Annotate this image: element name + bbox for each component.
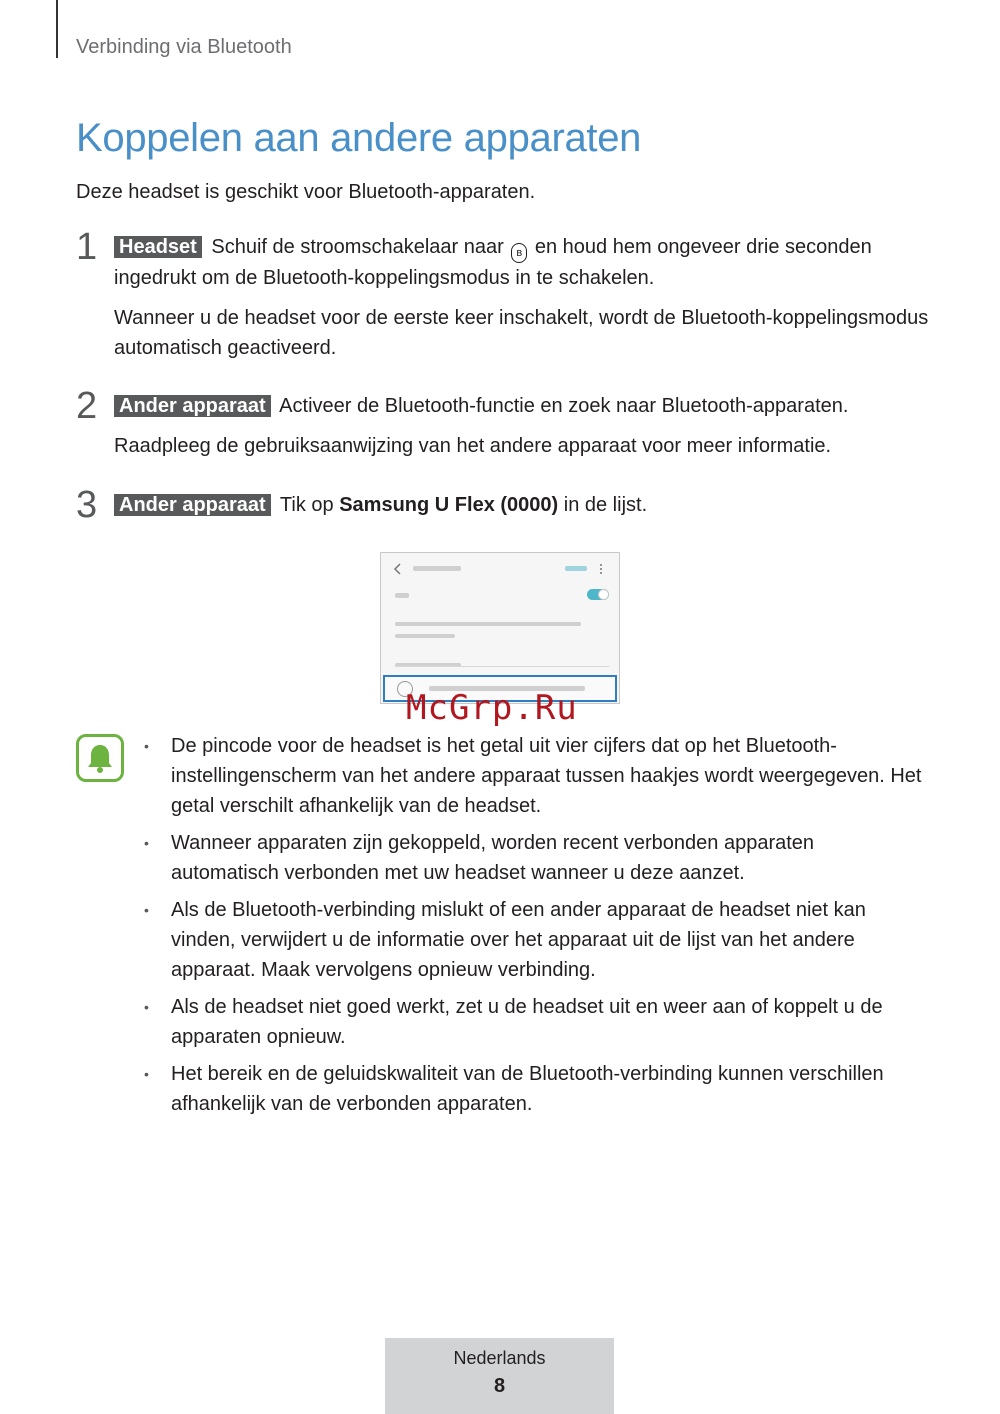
bell-icon bbox=[85, 742, 115, 774]
step-number: 2 bbox=[76, 385, 98, 427]
step-2 bbox=[76, 385, 936, 471]
step-tag: Headset bbox=[114, 236, 202, 258]
more-options-icon bbox=[599, 563, 603, 575]
step-number: 3 bbox=[76, 484, 98, 526]
blurred-on-label bbox=[395, 593, 409, 598]
bluetooth-toggle bbox=[587, 589, 609, 600]
blurred-description bbox=[395, 634, 455, 638]
step-3 bbox=[76, 484, 936, 530]
footer-language: Nederlands bbox=[453, 1348, 546, 1368]
page-footer bbox=[385, 1338, 614, 1414]
note-item bbox=[144, 895, 924, 985]
watermark: McGrp.Ru bbox=[406, 688, 578, 728]
note-text: Het bereik en de geluidskwaliteit van de Bluetooth-verbinding kunnen verschillen afhankelijk van de verbonden apparaten. bbox=[171, 1063, 884, 1115]
step-note: Raadpleeg de gebruiksaanwijzing van het andere apparaat voor meer informatie. bbox=[114, 435, 832, 457]
note-item bbox=[144, 992, 924, 1052]
step-text: Tik op bbox=[279, 494, 334, 516]
note-item bbox=[144, 1059, 924, 1119]
header-rule bbox=[56, 0, 58, 58]
step-text: in de lijst. bbox=[563, 494, 648, 516]
divider bbox=[395, 666, 609, 667]
note-bell-icon bbox=[76, 734, 124, 782]
page-title: Koppelen aan andere apparaten bbox=[76, 116, 642, 160]
bullet: • bbox=[144, 738, 149, 754]
step-instruction bbox=[114, 490, 936, 520]
blurred-scan-button bbox=[565, 566, 587, 571]
note-text: Wanneer apparaten zijn gekoppeld, worden recent verbonden apparaten automatisch verbonden met uw headset wanneer u deze aanzet. bbox=[171, 832, 815, 884]
page-number: 8 bbox=[493, 1375, 506, 1397]
step-text: Schuif de stroomschakelaar naar bbox=[211, 236, 504, 258]
blurred-description bbox=[395, 622, 581, 626]
notes-list bbox=[144, 731, 924, 1126]
device-name: Samsung U Flex (0000) bbox=[339, 494, 559, 516]
step-text: en houd hem ongeveer drie seconden ingedrukt om de Bluetooth-koppelingsmodus in te schakelen. bbox=[114, 236, 872, 289]
bullet: • bbox=[144, 1066, 149, 1082]
step-instruction bbox=[114, 232, 936, 293]
step-instruction bbox=[114, 391, 936, 421]
step-tag: Ander apparaat bbox=[114, 494, 271, 516]
section-header: Verbinding via Bluetooth bbox=[76, 36, 292, 58]
step-number: 1 bbox=[76, 226, 98, 268]
step-text: Activeer de Bluetooth-functie en zoek naar Bluetooth-apparaten. bbox=[279, 395, 849, 417]
bluetooth-screen-illustration bbox=[380, 552, 620, 704]
step-1 bbox=[76, 226, 936, 373]
step-note: Wanneer u de headset voor de eerste keer inschakelt, wordt de Bluetooth-koppelingsmodus automatisch geactiveerd. bbox=[114, 307, 929, 359]
note-text: De pincode voor de headset is het getal uit vier cijfers dat op het Bluetooth-instellingenscherm van het andere apparaat tussen haakjes wordt weergegeven. Het getal verschilt afhankelijk van de headset. bbox=[171, 735, 922, 817]
note-text: Als de Bluetooth-verbinding mislukt of een ander apparaat de headset niet kan vinden, verwijdert u de informatie over het apparaat uit de lijst van het andere apparaat. Maak vervolgens opnieuw verbinding. bbox=[171, 899, 866, 981]
bullet: • bbox=[144, 999, 149, 1015]
bullet: • bbox=[144, 902, 149, 918]
back-arrow-icon bbox=[393, 563, 403, 575]
note-item bbox=[144, 731, 924, 821]
bluetooth-icon: ʙ bbox=[511, 243, 527, 263]
blurred-title bbox=[413, 566, 461, 571]
note-item bbox=[144, 828, 924, 888]
bullet: • bbox=[144, 835, 149, 851]
screen-header bbox=[381, 561, 619, 577]
intro-text: Deze headset is geschikt voor Bluetooth-apparaten. bbox=[76, 181, 536, 203]
step-tag: Ander apparaat bbox=[114, 395, 271, 417]
note-text: Als de headset niet goed werkt, zet u de headset uit en weer aan of koppelt u de apparaten opnieuw. bbox=[171, 996, 883, 1048]
